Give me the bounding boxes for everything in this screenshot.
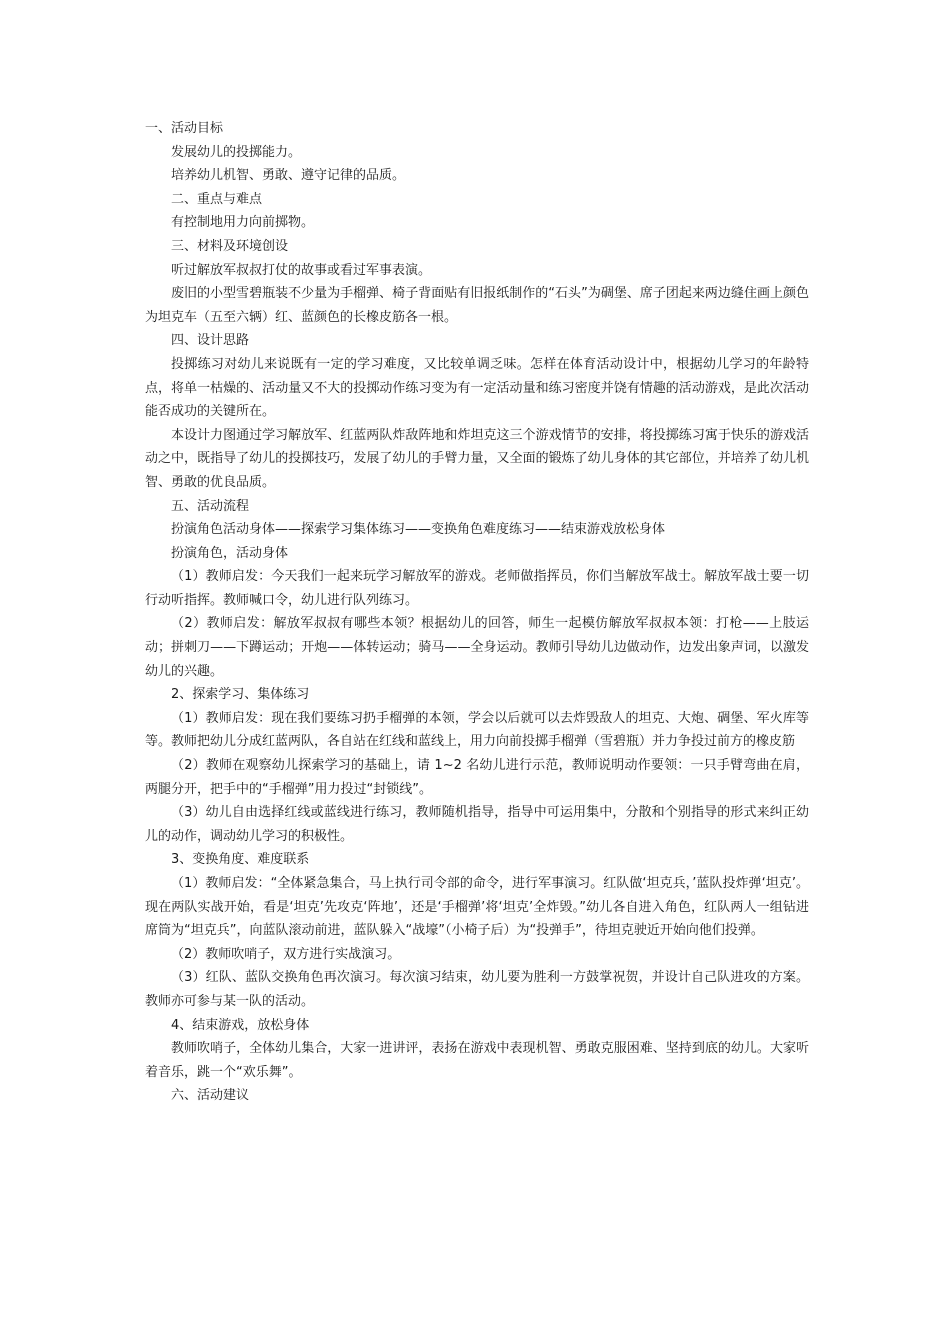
- section-heading-goals: 一、活动目标: [145, 121, 224, 136]
- paragraph: （3）幼儿自由选择红线或蓝线进行练习，教师随机指导，指导中可运用集中，分散和个别指导的形式来纠正幼儿的动作，调动幼儿学习的积极性。: [145, 805, 809, 844]
- paragraph: 有控制地用力向前掷物。: [171, 215, 315, 231]
- section-heading-design: 四、设计思路: [171, 333, 250, 349]
- paragraph: 听过解放军叔叔打仗的故事或看过军事表演。: [171, 262, 432, 278]
- paragraph: 教师吹哨子，全体幼儿集合，大家一进讲评，表扬在游戏中表现机智、勇敢克服困难、坚持到底的幼儿。大家听着音乐，跳一个“欢乐舞”。: [145, 1041, 809, 1080]
- paragraph: 本设计力图通过学习解放军、红蓝两队炸敌阵地和炸坦克这三个游戏情节的安排，将投掷练习寓于快乐的游戏活动之中，既指导了幼儿的投掷技巧，发展了幼儿的手臂力量，又全面的锻炼了幼儿身体的其它部位，并培养了幼儿机智、勇敢的优良品质。: [145, 427, 809, 490]
- paragraph: 发展幼儿的投掷能力。: [171, 144, 302, 160]
- paragraph: 废旧的小型雪碧瓶装不少量为手榴弹、椅子背面贴有旧报纸制作的“石头”为碉堡、席子团起来两边缝住画上颜色为坦克车（五至六辆）红、蓝颜色的长橡皮筋各一根。: [145, 286, 809, 325]
- section-heading-materials: 三、材料及环境创设: [171, 238, 289, 254]
- paragraph: （2）教师吹哨子，双方进行实战演习。: [171, 946, 401, 962]
- section-heading-key-points: 二、重点与难点: [171, 191, 263, 207]
- paragraph: （3）红队、蓝队交换角色再次演习。每次演习结束，幼儿要为胜利一方鼓掌祝贺，并设计自己队进攻的方案。教师亦可参与某一队的活动。: [145, 970, 809, 1009]
- paragraph: （1）教师启发：现在我们要练习扔手榴弹的本领，学会以后就可以去炸毁敌人的坦克、大炮、碉堡、军火库等等。教师把幼儿分成红蓝两队，各自站在红线和蓝线上，用力向前投掷手榴弹（雪碧瓶）并力争投过前方的橡皮筋: [145, 710, 809, 750]
- document-body: [145, 117, 809, 1108]
- paragraph: 培养幼儿机智、勇敢、遵守记律的品质。: [171, 168, 406, 184]
- subheading: 扮演角色，活动身体: [171, 545, 289, 561]
- subheading: 3、变换角度、难度联系: [171, 852, 310, 868]
- paragraph: 扮演角色活动身体——探索学习集体练习——变换角色难度练习——结束游戏放松身体: [171, 522, 666, 538]
- subheading: 2、探索学习、集体练习: [171, 687, 310, 703]
- paragraph: （2）教师在观察幼儿探索学习的基础上，请 1~2 名幼儿进行示范，教师说明动作要领：一只手臂弯曲在肩，两腿分开，把手中的“手榴弹”用力投过“封锁线”。: [145, 758, 809, 797]
- subheading: 4、结束游戏，放松身体: [171, 1017, 310, 1033]
- section-heading-process: 五、活动流程: [171, 498, 250, 514]
- paragraph: （2）教师启发：解放军叔叔有哪些本领？根据幼儿的回答，师生一起模仿解放军叔叔本领：打枪——上肢运动；拼刺刀——下蹲运动；开炮——体转运动；骑马——全身运动。教师引导幼儿边做动作，边发出象声词，以激发幼儿的兴趣。: [145, 616, 809, 679]
- paragraph: （1）教师启发：“全体紧急集合，马上执行司令部的命令，进行军事演习。红队做‘坦克兵，’蓝队投炸弹‘坦克’。现在两队实战开始，看是‘坦克’先攻克‘阵地’，还是‘手榴弹’将‘坦克’全炸毁。”幼儿各自进入角色，红队两人一组钻进席筒为“坦克兵”，向蓝队滚动前进，蓝队躲入“战壕”（小椅子后）为“投弹手”，待坦克驶近开始向他们投弹。: [145, 876, 809, 939]
- section-heading-suggestions: 六、活动建议: [171, 1088, 250, 1104]
- paragraph: 投掷练习对幼儿来说既有一定的学习难度，又比较单调乏味。怎样在体育活动设计中，根据幼儿学习的年龄特点，将单一枯燥的、活动量又不大的投掷动作练习变为有一定活动量和练习密度并饶有情趣的活动游戏，是此次活动能否成功的关键所在。: [145, 356, 809, 420]
- paragraph: （1）教师启发：今天我们一起来玩学习解放军的游戏。老师做指挥员，你们当解放军战士。解放军战士要一切行动听指挥。教师喊口令，幼儿进行队列练习。: [145, 569, 809, 608]
